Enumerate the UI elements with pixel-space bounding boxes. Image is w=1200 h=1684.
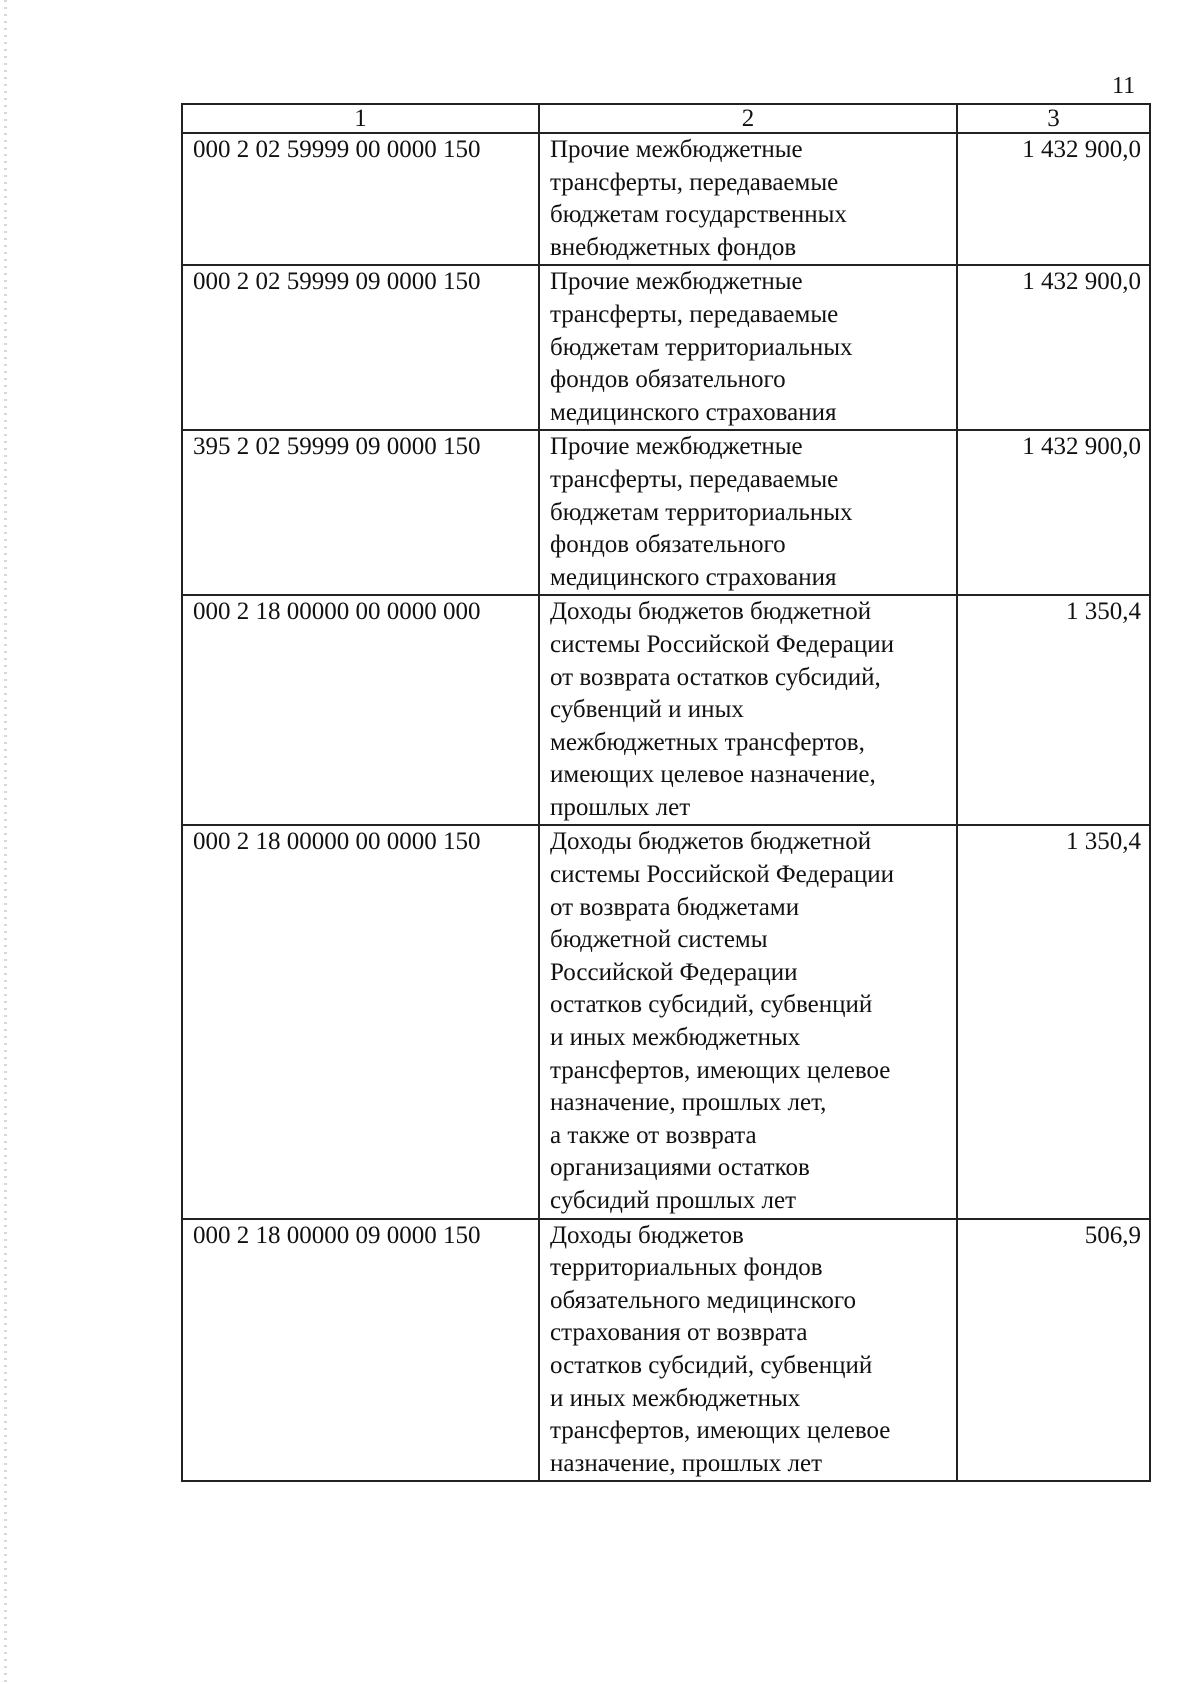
revenue-description: Доходы бюджетов бюджетной системы Российской Федерации от возврата бюджетами бюджетной системы Российской Федерации остатков субсидий, субвенций и иных межбюджетных трансфертов, имеющих целевое назначение, прошлых лет, а также от возврата организациями остатков субсидий прошлых лет: [539, 825, 957, 1218]
table-row: [182, 265, 1150, 430]
page-number: 11: [1112, 73, 1136, 99]
classification-code: 000 2 18 00000 00 0000 000: [182, 595, 539, 825]
amount-value: 506,9: [957, 1219, 1150, 1482]
classification-code: 000 2 02 59999 00 0000 150: [182, 133, 539, 265]
column-header-1: 1: [182, 104, 539, 133]
table-row: [182, 825, 1150, 1218]
amount-value: 1 350,4: [957, 595, 1150, 825]
revenue-description: Прочие межбюджетные трансферты, передаваемые бюджетам территориальных фондов обязательного медицинского страхования: [539, 265, 957, 430]
scan-edge-artifact: [4, 0, 7, 1684]
table-header-row: [182, 104, 1150, 133]
revenue-description: Прочие межбюджетные трансферты, передаваемые бюджетам территориальных фондов обязательного медицинского страхования: [539, 430, 957, 595]
amount-value: 1 432 900,0: [957, 430, 1150, 595]
revenue-description: Доходы бюджетов бюджетной системы Российской Федерации от возврата остатков субсидий, субвенций и иных межбюджетных трансфертов, имеющих целевое назначение, прошлых лет: [539, 595, 957, 825]
classification-code: 000 2 02 59999 09 0000 150: [182, 265, 539, 430]
classification-code: 000 2 18 00000 09 0000 150: [182, 1219, 539, 1482]
table-row: [182, 133, 1150, 265]
amount-value: 1 432 900,0: [957, 265, 1150, 430]
column-header-2: 2: [539, 104, 957, 133]
classification-code: 395 2 02 59999 09 0000 150: [182, 430, 539, 595]
revenue-description: Доходы бюджетов территориальных фондов обязательного медицинского страхования от возврата остатков субсидий, субвенций и иных межбюджетных трансфертов, имеющих целевое назначение, прошлых лет: [539, 1219, 957, 1482]
classification-code: 000 2 18 00000 00 0000 150: [182, 825, 539, 1218]
table-row: [182, 430, 1150, 595]
budget-revenue-table: [181, 103, 1151, 1482]
table-row: [182, 1219, 1150, 1482]
column-header-3: 3: [957, 104, 1150, 133]
table-row: [182, 595, 1150, 825]
revenue-description: Прочие межбюджетные трансферты, передаваемые бюджетам государственных внебюджетных фондов: [539, 133, 957, 265]
amount-value: 1 350,4: [957, 825, 1150, 1218]
amount-value: 1 432 900,0: [957, 133, 1150, 265]
